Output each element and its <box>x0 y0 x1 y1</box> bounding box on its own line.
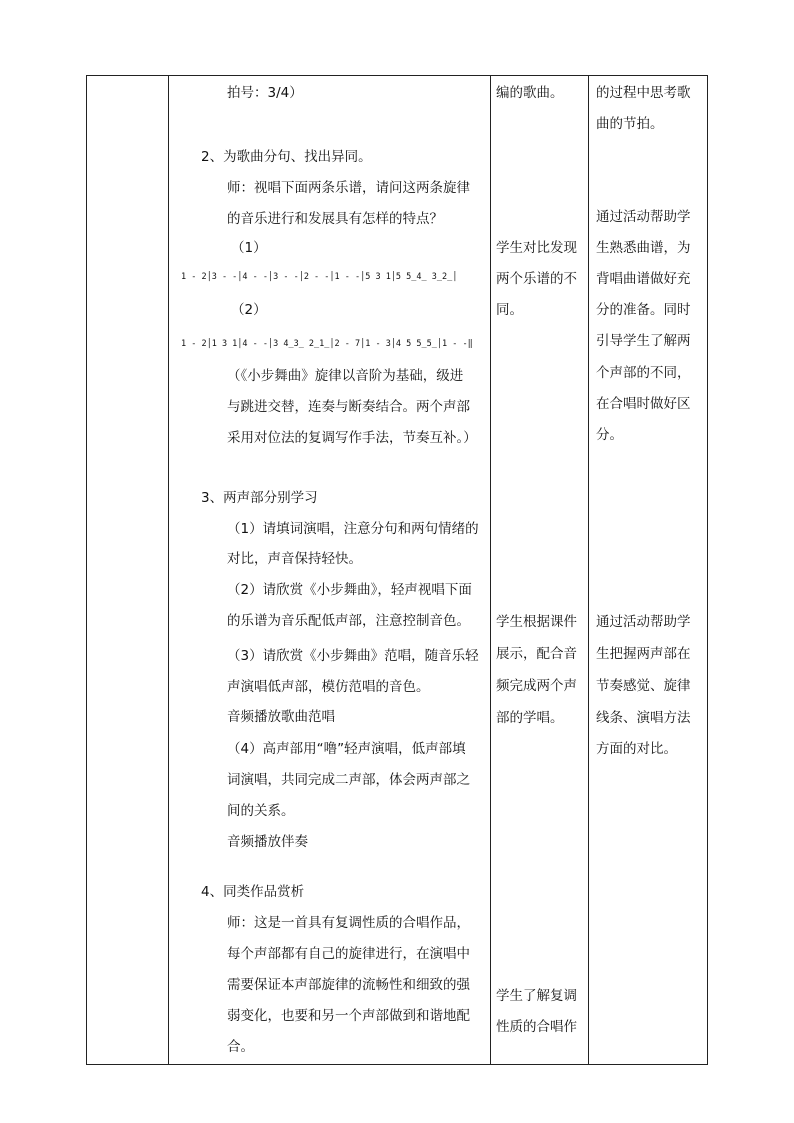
section2-heading: 2、为歌曲分句、找出异同。 <box>201 149 372 165</box>
item3-line1: （3）请欣赏《小步舞曲》范唱，随音乐轻 <box>227 648 479 664</box>
section4-line4: 弱变化，也要和另一个声部做到和谐地配 <box>227 1008 470 1024</box>
col3-block3-line1: 学生根据课件 <box>496 614 577 630</box>
section3-heading: 3、两声部分别学习 <box>201 490 318 506</box>
col4-block2-line8: 分。 <box>596 427 623 443</box>
section4-heading: 4、同类作品赏析 <box>201 884 305 900</box>
col3-block3-line4: 部的学唱。 <box>496 710 564 726</box>
col4-block2-line7: 在合唱时做好区 <box>596 396 691 412</box>
item3-line2: 声演唱低声部，模仿范唱的音色。 <box>227 679 430 695</box>
item1-line2: 对比，声音保持轻快。 <box>227 551 362 567</box>
score2-label: （2） <box>231 302 267 318</box>
col4-block3-line3: 节奏感觉、旋律 <box>596 678 691 694</box>
col3-block4-line1: 学生了解复调 <box>496 988 577 1004</box>
item1-line1: （1）请填词演唱，注意分句和两句情绪的 <box>227 521 479 537</box>
col3-block2-line2: 两个乐谱的不 <box>496 271 577 287</box>
score2-notation: 1 - 2│1 3 1│4 - -│3 4̲3̲ 2̲1̲│2 - 7│1 - 3│4 5 5̲5̲│1 - -‖ <box>181 339 473 349</box>
section2-teacher-line2: 的音乐进行和发展具有怎样的特点？ <box>227 211 443 227</box>
col4-block2-line1: 通过活动帮助学 <box>596 209 691 225</box>
col4-block2-line3: 背唱曲谱做好充 <box>596 271 691 287</box>
col4-block3-line4: 线条、演唱方法 <box>596 710 691 726</box>
item2-line2: 的乐谱为音乐配低声部，注意控制音色。 <box>227 613 470 629</box>
audio-vocal-sample: 音频播放歌曲范唱 <box>227 709 335 725</box>
column-divider-1 <box>168 76 169 1064</box>
col3-block3-line3: 频完成两个声 <box>496 678 577 694</box>
column-divider-2 <box>490 76 491 1064</box>
analysis-line3: 采用对位法的复调写作手法，节奏互补。） <box>227 430 477 446</box>
col4-top-line2: 曲的节拍。 <box>596 116 664 132</box>
item4-line1: （4）高声部用“噜”轻声演唱，低声部填 <box>227 741 466 757</box>
section4-line5: 合。 <box>227 1039 254 1055</box>
col3-block2-line1: 学生对比发现 <box>496 240 577 256</box>
section4-line3: 需要保证本声部旋律的流畅性和细致的强 <box>227 977 470 993</box>
col4-top-line1: 的过程中思考歌 <box>596 85 691 101</box>
col4-block3-line2: 生把握两声部在 <box>596 646 691 662</box>
col4-block3-line1: 通过活动帮助学 <box>596 614 691 630</box>
col4-block2-line5: 引导学生了解两 <box>596 333 691 349</box>
item4-line3: 间的关系。 <box>227 803 295 819</box>
item2-line1: （2）请欣赏《小步舞曲》，轻声视唱下面 <box>227 582 472 598</box>
col3-top: 编的歌曲。 <box>496 85 564 101</box>
beat-line: 拍号：3/4） <box>227 85 303 101</box>
audio-accompaniment: 音频播放伴奏 <box>227 834 308 850</box>
col4-block2-line6: 个声部的不同， <box>596 365 691 381</box>
score1-notation: 1 - 2│3 - -│4 - -│3 - -│2 - -│1 - -│5 3 1│5 5̲4̲ 3̲2̲│ <box>181 272 458 282</box>
analysis-line2: 与跳进交替，连奏与断奏结合。两个声部 <box>227 399 470 415</box>
col4-block2-line2: 生熟悉曲谱，为 <box>596 240 691 256</box>
item4-line2: 词演唱，共同完成二声部，体会两声部之 <box>227 772 470 788</box>
col3-block3-line2: 展示，配合音 <box>496 646 577 662</box>
score1-label: （1） <box>231 240 267 256</box>
col4-block2-line4: 分的准备。同时 <box>596 302 691 318</box>
col3-block4-line2: 性质的合唱作 <box>496 1019 577 1035</box>
section2-teacher-line1: 师：视唱下面两条乐谱，请问这两条旋律 <box>227 180 470 196</box>
section4-line2: 每个声部都有自己的旋律进行，在演唱中 <box>227 946 470 962</box>
column-divider-3 <box>588 76 589 1064</box>
analysis-line1: （《小步舞曲》旋律以音阶为基础，级进 <box>227 368 464 384</box>
section4-line1: 师：这是一首具有复调性质的合唱作品， <box>227 915 470 931</box>
col3-block2-line3: 同。 <box>496 302 523 318</box>
col4-block3-line5: 方面的对比。 <box>596 741 677 757</box>
